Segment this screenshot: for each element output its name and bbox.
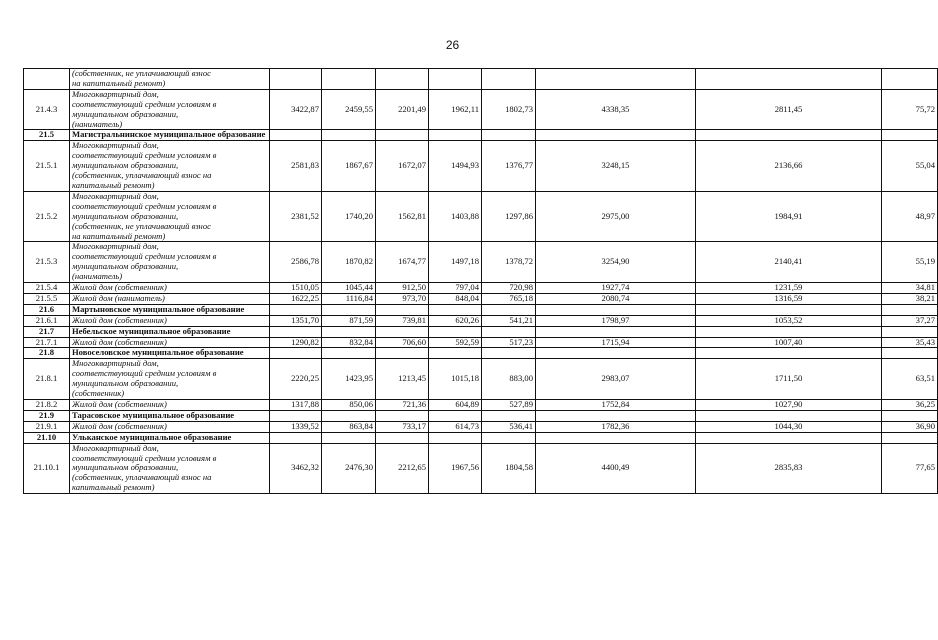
value-cell: 1962,11 xyxy=(429,89,482,130)
value-cell: 720,98 xyxy=(482,283,536,294)
value-cell xyxy=(429,326,482,337)
value-cell: 55,04 xyxy=(882,141,938,192)
value-cell: 1290,82 xyxy=(270,337,322,348)
section-title: Тарасовское муниципальное образование xyxy=(70,410,270,421)
value-cell: 1053,52 xyxy=(696,315,882,326)
value-cell: 517,23 xyxy=(482,337,536,348)
value-cell: 614,73 xyxy=(429,421,482,432)
value-cell xyxy=(536,326,696,337)
table-row xyxy=(24,283,938,294)
table-body xyxy=(24,69,938,494)
section-row xyxy=(24,130,938,141)
value-cell xyxy=(696,69,882,90)
value-cell: 1007,40 xyxy=(696,337,882,348)
value-cell xyxy=(482,348,536,359)
value-cell: 1867,67 xyxy=(322,141,376,192)
row-code: 21.5.5 xyxy=(24,293,70,304)
value-cell: 2835,83 xyxy=(696,443,882,494)
value-cell xyxy=(270,130,322,141)
value-cell: 1497,18 xyxy=(429,242,482,283)
row-description: Многоквартирный дом, соответствующий средним условиям в муниципальном образовании, (собственник, не уплачивающий взнос на капитальный ремонт) xyxy=(70,191,270,242)
row-code: 21.10.1 xyxy=(24,443,70,494)
value-cell: 863,84 xyxy=(322,421,376,432)
value-cell: 63,51 xyxy=(882,359,938,400)
table-row xyxy=(24,359,938,400)
value-cell: 883,00 xyxy=(482,359,536,400)
value-cell: 1378,72 xyxy=(482,242,536,283)
row-code: 21.5.1 xyxy=(24,141,70,192)
value-cell xyxy=(536,432,696,443)
value-cell: 1297,86 xyxy=(482,191,536,242)
row-description: Многоквартирный дом, соответствующий средним условиям в муниципальном образовании, (наниматель) xyxy=(70,242,270,283)
section-title: Магистральнинское муниципальное образование xyxy=(70,130,270,141)
table-row xyxy=(24,191,938,242)
value-cell: 2136,66 xyxy=(696,141,882,192)
row-code: 21.6 xyxy=(24,304,70,315)
value-cell xyxy=(270,348,322,359)
value-cell xyxy=(882,130,938,141)
table-row xyxy=(24,400,938,411)
section-row xyxy=(24,304,938,315)
value-cell xyxy=(882,69,938,90)
value-cell xyxy=(696,130,882,141)
value-cell: 739,81 xyxy=(376,315,429,326)
value-cell: 1927,74 xyxy=(536,283,696,294)
row-description: Жилой дом (собственник) xyxy=(70,283,270,294)
value-cell: 34,81 xyxy=(882,283,938,294)
value-cell: 3248,15 xyxy=(536,141,696,192)
value-cell xyxy=(270,432,322,443)
value-cell: 832,84 xyxy=(322,337,376,348)
value-cell: 1752,84 xyxy=(536,400,696,411)
value-cell xyxy=(376,326,429,337)
value-cell: 48,97 xyxy=(882,191,938,242)
row-code: 21.8 xyxy=(24,348,70,359)
table-row xyxy=(24,69,938,90)
value-cell: 3254,90 xyxy=(536,242,696,283)
value-cell: 973,70 xyxy=(376,293,429,304)
tariff-table xyxy=(23,68,938,494)
value-cell: 2983,07 xyxy=(536,359,696,400)
table-row xyxy=(24,315,938,326)
value-cell: 850,06 xyxy=(322,400,376,411)
value-cell xyxy=(536,304,696,315)
value-cell xyxy=(882,326,938,337)
value-cell: 4400,49 xyxy=(536,443,696,494)
table-row xyxy=(24,337,938,348)
value-cell: 871,59 xyxy=(322,315,376,326)
value-cell xyxy=(376,130,429,141)
value-cell xyxy=(482,304,536,315)
value-cell: 1423,95 xyxy=(322,359,376,400)
value-cell xyxy=(322,326,376,337)
value-cell: 3422,87 xyxy=(270,89,322,130)
value-cell: 2459,55 xyxy=(322,89,376,130)
value-cell: 3462,32 xyxy=(270,443,322,494)
value-cell: 706,60 xyxy=(376,337,429,348)
section-title: Мартыновское муниципальное образование xyxy=(70,304,270,315)
value-cell: 1672,07 xyxy=(376,141,429,192)
row-code: 21.5.4 xyxy=(24,283,70,294)
table-row xyxy=(24,293,938,304)
value-cell xyxy=(482,432,536,443)
table-row xyxy=(24,443,938,494)
value-cell: 1715,94 xyxy=(536,337,696,348)
value-cell xyxy=(429,410,482,421)
value-cell xyxy=(882,432,938,443)
value-cell xyxy=(696,304,882,315)
value-cell: 1674,77 xyxy=(376,242,429,283)
row-code: 21.7 xyxy=(24,326,70,337)
value-cell: 2581,83 xyxy=(270,141,322,192)
value-cell: 620,26 xyxy=(429,315,482,326)
value-cell: 2140,41 xyxy=(696,242,882,283)
value-cell xyxy=(322,130,376,141)
value-cell: 37,27 xyxy=(882,315,938,326)
value-cell xyxy=(322,348,376,359)
value-cell: 541,21 xyxy=(482,315,536,326)
row-code: 21.7.1 xyxy=(24,337,70,348)
row-description: Жилой дом (собственник) xyxy=(70,421,270,432)
value-cell: 604,89 xyxy=(429,400,482,411)
value-cell: 1351,70 xyxy=(270,315,322,326)
value-cell: 797,04 xyxy=(429,283,482,294)
value-cell: 592,59 xyxy=(429,337,482,348)
value-cell: 1802,73 xyxy=(482,89,536,130)
table-row xyxy=(24,141,938,192)
value-cell: 36,25 xyxy=(882,400,938,411)
value-cell: 77,65 xyxy=(882,443,938,494)
value-cell xyxy=(536,348,696,359)
section-row xyxy=(24,348,938,359)
value-cell xyxy=(882,348,938,359)
value-cell: 75,72 xyxy=(882,89,938,130)
value-cell: 1045,44 xyxy=(322,283,376,294)
value-cell: 2381,52 xyxy=(270,191,322,242)
row-code: 21.5.3 xyxy=(24,242,70,283)
value-cell xyxy=(270,326,322,337)
row-description: Жилой дом (собственник) xyxy=(70,315,270,326)
section-title: Ульканское муниципальное образование xyxy=(70,432,270,443)
value-cell xyxy=(270,410,322,421)
value-cell: 2201,49 xyxy=(376,89,429,130)
value-cell xyxy=(482,130,536,141)
row-description: Многоквартирный дом, соответствующий средним условиям в муниципальном образовании, (собственник, уплачивающий взнос на капитальный ремонт) xyxy=(70,141,270,192)
value-cell: 1316,59 xyxy=(696,293,882,304)
value-cell: 1782,36 xyxy=(536,421,696,432)
row-code: 21.10 xyxy=(24,432,70,443)
value-cell xyxy=(376,348,429,359)
value-cell: 2080,74 xyxy=(536,293,696,304)
page-number: 26 xyxy=(445,38,460,52)
value-cell xyxy=(696,326,882,337)
value-cell: 36,90 xyxy=(882,421,938,432)
value-cell: 765,18 xyxy=(482,293,536,304)
value-cell xyxy=(482,410,536,421)
value-cell: 1027,90 xyxy=(696,400,882,411)
value-cell: 1984,91 xyxy=(696,191,882,242)
value-cell: 1015,18 xyxy=(429,359,482,400)
value-cell xyxy=(696,348,882,359)
row-description: Жилой дом (наниматель) xyxy=(70,293,270,304)
value-cell: 38,21 xyxy=(882,293,938,304)
value-cell: 536,41 xyxy=(482,421,536,432)
row-code: 21.8.1 xyxy=(24,359,70,400)
row-code xyxy=(24,69,70,90)
value-cell: 4338,35 xyxy=(536,89,696,130)
value-cell: 1711,50 xyxy=(696,359,882,400)
value-cell: 1044,30 xyxy=(696,421,882,432)
value-cell xyxy=(882,304,938,315)
value-cell: 1870,82 xyxy=(322,242,376,283)
section-title: Новоселовское муниципальное образование xyxy=(70,348,270,359)
value-cell: 1804,58 xyxy=(482,443,536,494)
value-cell xyxy=(429,304,482,315)
row-code: 21.4.3 xyxy=(24,89,70,130)
value-cell: 2220,25 xyxy=(270,359,322,400)
value-cell xyxy=(376,69,429,90)
value-cell xyxy=(482,326,536,337)
value-cell: 35,43 xyxy=(882,337,938,348)
row-description: Многоквартирный дом, соответствующий средним условиям в муниципальном образовании, (собственник, уплачивающий взнос на капитальный ремонт) xyxy=(70,443,270,494)
value-cell xyxy=(322,304,376,315)
section-title: Небельское муниципальное образование xyxy=(70,326,270,337)
value-cell xyxy=(696,410,882,421)
value-cell: 2476,30 xyxy=(322,443,376,494)
value-cell: 1317,88 xyxy=(270,400,322,411)
value-cell xyxy=(429,432,482,443)
value-cell: 1403,88 xyxy=(429,191,482,242)
value-cell: 55,19 xyxy=(882,242,938,283)
value-cell: 2811,45 xyxy=(696,89,882,130)
value-cell: 1740,20 xyxy=(322,191,376,242)
value-cell: 2975,00 xyxy=(536,191,696,242)
table-row xyxy=(24,421,938,432)
section-row xyxy=(24,410,938,421)
value-cell xyxy=(322,410,376,421)
value-cell: 721,36 xyxy=(376,400,429,411)
row-code: 21.5 xyxy=(24,130,70,141)
value-cell xyxy=(696,432,882,443)
value-cell xyxy=(429,69,482,90)
value-cell xyxy=(536,130,696,141)
value-cell: 1339,52 xyxy=(270,421,322,432)
value-cell xyxy=(429,348,482,359)
value-cell: 1116,84 xyxy=(322,293,376,304)
value-cell: 1510,05 xyxy=(270,283,322,294)
row-description: Жилой дом (собственник) xyxy=(70,337,270,348)
value-cell: 1376,77 xyxy=(482,141,536,192)
value-cell xyxy=(376,432,429,443)
value-cell: 2586,78 xyxy=(270,242,322,283)
row-description: Жилой дом (собственник) xyxy=(70,400,270,411)
value-cell: 1231,59 xyxy=(696,283,882,294)
row-code: 21.6.1 xyxy=(24,315,70,326)
value-cell: 1494,93 xyxy=(429,141,482,192)
row-description: Многоквартирный дом, соответствующий средним условиям в муниципальном образовании, (собственник) xyxy=(70,359,270,400)
value-cell xyxy=(882,410,938,421)
value-cell: 1622,25 xyxy=(270,293,322,304)
row-description: Многоквартирный дом, соответствующий средним условиям в муниципальном образовании, (наниматель) xyxy=(70,89,270,130)
value-cell xyxy=(322,432,376,443)
value-cell xyxy=(322,69,376,90)
row-code: 21.9.1 xyxy=(24,421,70,432)
value-cell xyxy=(536,69,696,90)
value-cell xyxy=(270,69,322,90)
value-cell xyxy=(536,410,696,421)
table-row xyxy=(24,242,938,283)
value-cell: 2212,65 xyxy=(376,443,429,494)
value-cell: 527,89 xyxy=(482,400,536,411)
row-description: (собственник, не уплачивающий взнос на капитальный ремонт) xyxy=(70,69,270,90)
section-row xyxy=(24,432,938,443)
value-cell: 912,50 xyxy=(376,283,429,294)
value-cell xyxy=(376,410,429,421)
value-cell: 1798,97 xyxy=(536,315,696,326)
row-code: 21.9 xyxy=(24,410,70,421)
value-cell xyxy=(376,304,429,315)
value-cell: 1213,45 xyxy=(376,359,429,400)
value-cell: 733,17 xyxy=(376,421,429,432)
value-cell: 848,04 xyxy=(429,293,482,304)
section-row xyxy=(24,326,938,337)
value-cell xyxy=(270,304,322,315)
row-code: 21.8.2 xyxy=(24,400,70,411)
value-cell: 1562,81 xyxy=(376,191,429,242)
value-cell: 1967,56 xyxy=(429,443,482,494)
row-code: 21.5.2 xyxy=(24,191,70,242)
value-cell xyxy=(482,69,536,90)
table-row xyxy=(24,89,938,130)
value-cell xyxy=(429,130,482,141)
